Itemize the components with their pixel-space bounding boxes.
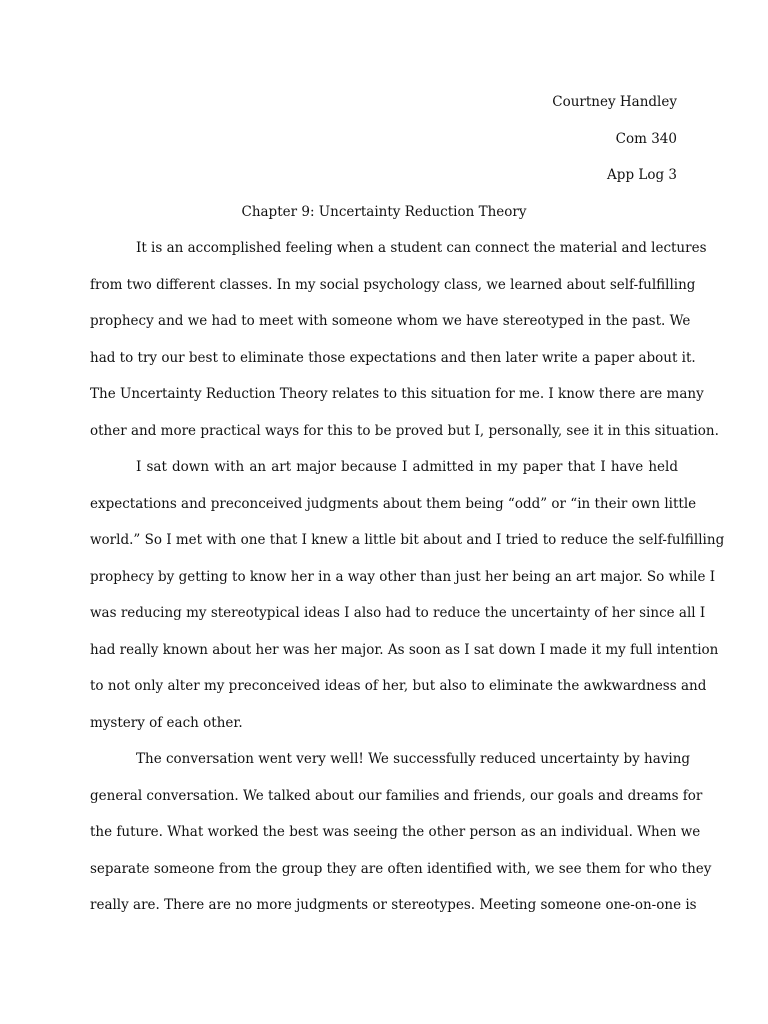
body-line: the future. What worked the best was seeing the other person as an individual. When we — [90, 824, 701, 840]
document-body — [90, 230, 725, 924]
body-line: really are. There are no more judgments or stereotypes. Meeting someone one-on-one is — [90, 897, 697, 913]
body-line: expectations and preconceived judgments about them being “odd” or “in their own little — [90, 495, 697, 512]
body-line: prophecy by getting to know her in a way other than just her being an art major. So while I — [90, 568, 716, 585]
body-line: separate someone from the group they are often identified with, we see them for who they — [90, 860, 712, 877]
body-line: was reducing my stereotypical ideas I also had to reduce the uncertainty of her since all I — [90, 605, 706, 621]
body-line: had to try our best to eliminate those expectations and then later write a paper about it. — [90, 349, 696, 366]
body-line: world.” So I met with one that I knew a little bit about and I tried to reduce the self-fulfilling — [90, 532, 725, 548]
body-line: had really known about her was her major. As soon as I sat down I made it my full intention — [90, 641, 719, 658]
body-line: mystery of each other. — [90, 714, 243, 731]
assignment-name: App Log 3 — [607, 167, 677, 183]
body-line: The conversation went very well! We successfully reduced uncertainty by having — [136, 751, 691, 767]
body-line: I sat down with an art major because I admitted in my paper that I have held — [136, 459, 678, 475]
author-name: Courtney Handley — [552, 94, 677, 110]
body-line: from two different classes. In my social psychology class, we learned about self-fulfilling — [90, 276, 696, 293]
document-title: Chapter 9: Uncertainty Reduction Theory — [241, 203, 527, 220]
body-line: prophecy and we had to meet with someone whom we have stereotyped in the past. We — [90, 313, 691, 329]
body-line: The Uncertainty Reduction Theory relates to this situation for me. I know there are many — [90, 386, 704, 402]
body-line: other and more practical ways for this to be proved but I, personally, see it in this situation. — [90, 422, 719, 439]
body-line: general conversation. We talked about our families and friends, our goals and dreams for — [90, 787, 703, 804]
course-code: Com 340 — [615, 130, 677, 147]
header-block — [377, 84, 677, 194]
body-line: It is an accomplished feeling when a student can connect the material and lectures — [136, 240, 707, 256]
body-line: to not only alter my preconceived ideas of her, but also to eliminate the awkwardness and — [90, 678, 707, 694]
